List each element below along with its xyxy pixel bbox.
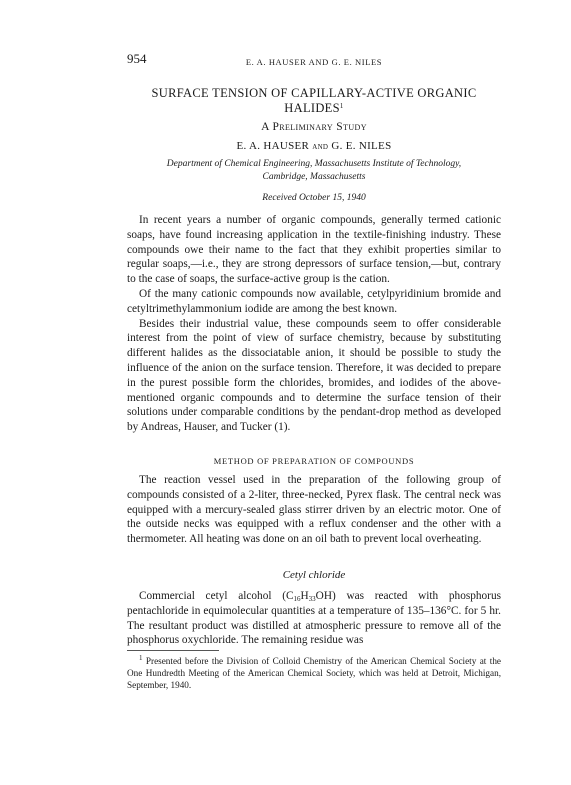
footnote-text: Presented before the Division of Colloid Chemistry of the American Chemical Society at the One Hundredth Meeting of the American Chemical Society, which was held at Detroit, Michigan, September, 1940. [127,656,501,690]
formula-end: OH) [315,590,336,602]
title-line-2 [127,101,501,116]
footnote-divider [127,650,219,651]
title-line-2-text: HALIDES [284,101,340,115]
title-footnote-mark: 1 [339,102,344,110]
byline [127,140,501,152]
affiliation [127,158,501,183]
method-paragraph-1: The reaction vessel used in the preparation of the following group of compounds consisted of a 2-liter, three-necked, Pyrex flask. The central neck was equipped with a mercury-sealed glass stirrer driven by an electric motor. One of the outside necks was equipped with a reflux condenser and the other with a thermometer. All heating was done on an oil bath to prevent local overheating. [127,474,501,546]
footnote-1 [127,655,501,691]
footnote [127,655,501,691]
formula-h: H [300,590,309,602]
cetyl-chloride-section [127,589,501,648]
introduction [127,213,501,435]
intro-paragraph-2: Of the many cationic compounds now available, cetylpyridinium bromide and cetyltrimethylammonium iodide are among the best known. [127,287,501,315]
author-2: G. E. NILES [331,140,392,152]
running-head-authors: E. A. HAUSER AND G. E. NILES [245,57,383,67]
affiliation-line-2: Cambridge, Massachusetts [262,171,366,182]
subsection-heading-cetyl-chloride: Cetyl chloride [282,569,346,581]
footnote-mark: 1 [139,654,143,662]
title-line-1: SURFACE TENSION OF CAPILLARY-ACTIVE ORGANIC [151,86,477,100]
intro-paragraph-3: Besides their industrial value, these compounds seem to offer considerable interest from the point of view of surface chemistry, because by substituting different halides as the dissociatable anion, it should be possible to study the influence of the anion on the surface tension. Therefore, it was decided to prepare in the purest possible form the chlorides, bromides, and iodides of the above-mentioned organic compounds and to determine the surface tension of their solutions under comparable conditions by the pendant-drop method as developed by Andreas, Hauser, and Tucker (1). [127,317,501,434]
intro-paragraph-1: In recent years a number of organic compounds, generally termed cationic soaps, have found increasing application in the textile-finishing industry. These compounds owe their name to the fact that they exhibit properties similar to regular soaps,—i.e., they are strong depressors of surface tension,—but, contrary to the case of soaps, the surface-active group is the cation. [127,214,501,286]
formula-subscript-33: 33 [308,595,316,603]
received-date: Received October 15, 1940 [262,193,366,203]
section-heading-method: METHOD OF PREPARATION OF COMPOUNDS [213,456,415,466]
byline-conjunction: and [312,141,329,152]
cetyl-text-start: Commercial cetyl alcohol (C [139,590,294,602]
page-number: 954 [127,51,147,66]
author-1: E. A. HAUSER [236,140,310,152]
formula-subscript-16: 16 [293,595,301,603]
cetyl-text-rest: was reacted with phosphorus pentachloride in equimolecular quantities at a temperature of 135–136°C. for 5 hr. The resultant product was distilled at atmospheric pressure to remove all of the phosphorus oxychloride. The remaining residue was [127,590,501,647]
method-section [127,473,501,547]
article-title [127,86,501,116]
cetyl-paragraph-1 [127,589,501,648]
affiliation-line-1: Department of Chemical Engineering, Massachusetts Institute of Technology, [166,159,462,169]
article-subtitle: A Preliminary Study [261,121,367,133]
